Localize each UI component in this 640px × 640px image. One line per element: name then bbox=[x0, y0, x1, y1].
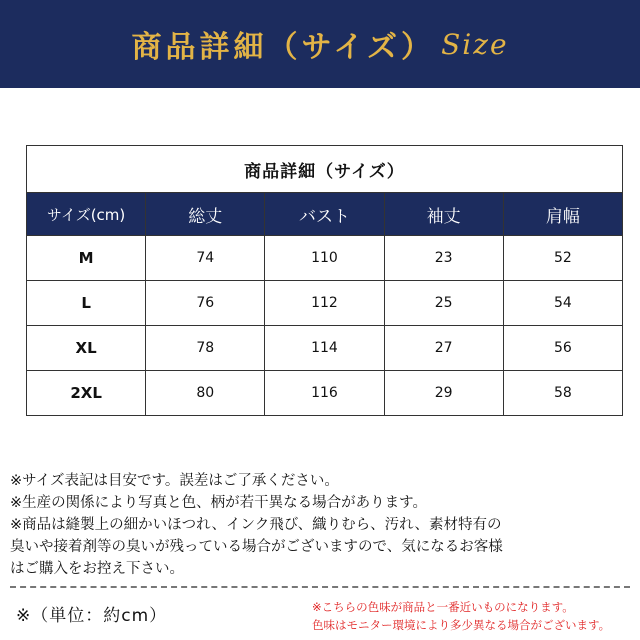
size-cell: 2XL bbox=[27, 371, 146, 416]
table-cell: 58 bbox=[503, 371, 622, 416]
note-line: ※生産の関係により写真と色、柄が若干異なる場合があります。 bbox=[10, 495, 427, 511]
table-cell: 78 bbox=[146, 326, 265, 371]
header-length: 総丈 bbox=[146, 193, 265, 236]
banner-size-word: Size bbox=[441, 27, 509, 61]
header-sleeve: 袖丈 bbox=[384, 193, 503, 236]
table-header-row bbox=[27, 193, 623, 236]
table-cell: 54 bbox=[503, 281, 622, 326]
size-cell: L bbox=[27, 281, 146, 326]
table-cell: 116 bbox=[265, 371, 384, 416]
color-note-line: ※こちらの色味が商品と一番近いものになります。 bbox=[312, 600, 574, 614]
note-line: はご購入をお控え下さい。 bbox=[10, 561, 184, 577]
note-line: 臭いや接着剤等の臭いが残っている場合がございますので、気になるお客様 bbox=[10, 539, 503, 555]
note-line: ※商品は縫製上の細かいほつれ、インク飛び、織りむら、汚れ、素材特有の bbox=[10, 517, 502, 533]
size-table bbox=[26, 145, 623, 416]
size-cell: M bbox=[27, 236, 146, 281]
unit-note: ※（単位：約cm） bbox=[16, 606, 168, 626]
table-cell: 25 bbox=[384, 281, 503, 326]
table-cell: 110 bbox=[265, 236, 384, 281]
table-cell: 29 bbox=[384, 371, 503, 416]
header-bust: バスト bbox=[265, 193, 384, 236]
table-row bbox=[27, 281, 623, 326]
table-cell: 74 bbox=[146, 236, 265, 281]
size-cell: XL bbox=[27, 326, 146, 371]
table-cell: 76 bbox=[146, 281, 265, 326]
color-disclaimer bbox=[312, 598, 610, 634]
size-table-wrapper bbox=[26, 145, 623, 416]
header-shoulder: 肩幅 bbox=[503, 193, 622, 236]
header-size: サイズ(cm) bbox=[27, 193, 146, 236]
note-line: ※サイズ表記は目安です。誤差はご了承ください。 bbox=[10, 473, 339, 489]
table-row bbox=[27, 236, 623, 281]
title-banner bbox=[0, 0, 640, 88]
banner-title: 商品詳細（サイズ） bbox=[131, 30, 436, 65]
dashed-divider bbox=[10, 586, 630, 588]
notes-block bbox=[10, 470, 635, 580]
table-cell: 23 bbox=[384, 236, 503, 281]
table-cell: 112 bbox=[265, 281, 384, 326]
table-cell: 27 bbox=[384, 326, 503, 371]
table-caption: 商品詳細（サイズ） bbox=[27, 146, 623, 193]
color-note-line: 色味はモニター環境により多少異なる場合がございます。 bbox=[312, 618, 611, 632]
table-row bbox=[27, 371, 623, 416]
table-cell: 56 bbox=[503, 326, 622, 371]
table-cell: 52 bbox=[503, 236, 622, 281]
table-row bbox=[27, 326, 623, 371]
table-cell: 80 bbox=[146, 371, 265, 416]
table-cell: 114 bbox=[265, 326, 384, 371]
